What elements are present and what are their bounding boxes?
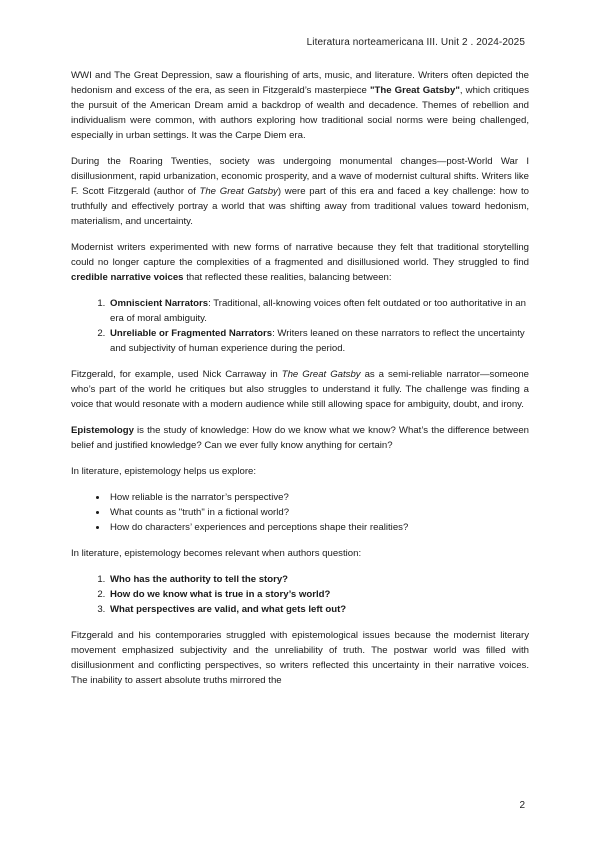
paragraph-4-text-c: as a semi-reliable narrator—someone who’s part of the world he critiques but also struggles to understand it fully. The challenge was finding a voice that would resonate with a modern audience while still allowing space for ambiguity, doubt, and irony. [71, 369, 529, 410]
narrator-types-list [71, 296, 529, 356]
paragraph-2 [71, 154, 529, 229]
list-item [108, 602, 529, 617]
paragraph-3-text-a: Modernist writers experimented with new forms of narrative because they felt that traditional storytelling could no longer capture the complexities of a fragmented and disillusioned world. They struggled to find [71, 242, 529, 268]
paragraph-1-text-c: , which critiques the pursuit of the American Dream amid a backdrop of wealth and decadence. Themes of rebellion and individualism were common, with authors exploring how traditional social norms were being challenged, especially in urban settings. It was the Carpe Diem era. [71, 85, 529, 141]
paragraph-2-text-c: ) were part of this era and faced a key challenge: how to truthfully and effectively portray a world that was shifting away from traditional values toward hedonism, materialism, and uncertainty. [71, 186, 529, 227]
paragraph-3 [71, 240, 529, 285]
paragraph-8: Fitzgerald and his contemporaries struggled with epistemological issues because the modernist literary movement emphasized subjectivity and the unreliability of truth. The postwar world was filled with disillusionment and conflicting perspectives, so writers reflected this uncertainty in their narrative voices. The inability to assert absolute truths mirrored the [71, 630, 529, 686]
gatsby-title-bold: "The Great Gatsby" [369, 85, 460, 96]
list-item-term: Omniscient Narrators [110, 298, 209, 309]
list-item-text: What perspectives are valid, and what gets left out? [110, 604, 347, 615]
epistemology-term: Epistemology [71, 425, 134, 436]
list-item [108, 296, 529, 326]
list-item [108, 587, 529, 602]
paragraph-3-text-c: that reflected these realities, balancing between: [183, 272, 392, 283]
paragraph-7: In literature, epistemology becomes relevant when authors question: [71, 548, 362, 559]
list-item [108, 326, 529, 356]
paragraph-4 [71, 367, 529, 412]
gatsby-title-italic: The Great Gatsby [281, 369, 361, 380]
paragraph-2-text-a: During the Roaring Twenties, society was undergoing monumental changes—post-World War I disillusionment, rapid urbanization, economic prosperity, and a wave of modernist cultural shifts. Writers like F. Scott Fitzgerald (author of [71, 156, 529, 197]
list-item-text: Who has the authority to tell the story? [110, 574, 289, 585]
paragraph-5-text: is the study of knowledge: How do we know what we know? What’s the difference between belief and justified knowledge? Can we ever fully know anything for certain? [71, 425, 529, 451]
list-item-term: Unreliable or Fragmented Narrators [110, 328, 273, 339]
credible-voices-bold: credible narrative voices [71, 272, 184, 283]
paragraph-4-text-a: Fitzgerald, for example, used Nick Carraway in [71, 369, 282, 380]
page-content [71, 68, 529, 699]
list-item: • How reliable is the narrator’s perspective? [108, 490, 529, 505]
list-item [108, 572, 529, 587]
list-item-text: : Traditional, all-knowing voices often felt outdated or too authoritative in an era of moral ambiguity. [110, 298, 526, 324]
list-item-text: : Writers leaned on these narrators to reflect the uncertainty and subjectivity of human experience during the period. [110, 328, 525, 354]
gatsby-title-italic: The Great Gatsby [199, 186, 278, 197]
paragraph-6: In literature, epistemology helps us explore: [71, 466, 257, 477]
list-item: • How do characters’ experiences and perceptions shape their realities? [108, 520, 529, 535]
epistemology-questions-list [71, 490, 529, 535]
paragraph-1 [71, 68, 529, 143]
list-item: • What counts as "truth" in a fictional world? [108, 505, 529, 520]
page-header: Literatura norteamericana III. Unit 2 . 2024-2025 [306, 37, 525, 48]
paragraph-1-text-a: WWI and The Great Depression, saw a flourishing of arts, music, and literature. Writers often depicted the hedonism and excess of the era, as seen in Fitzgerald’s masterpiece [71, 70, 529, 96]
page-number: 2 [519, 800, 525, 811]
paragraph-5 [71, 423, 529, 453]
list-item-text: How do we know what is true in a story’s world? [110, 589, 331, 600]
author-questions-list [71, 572, 529, 617]
